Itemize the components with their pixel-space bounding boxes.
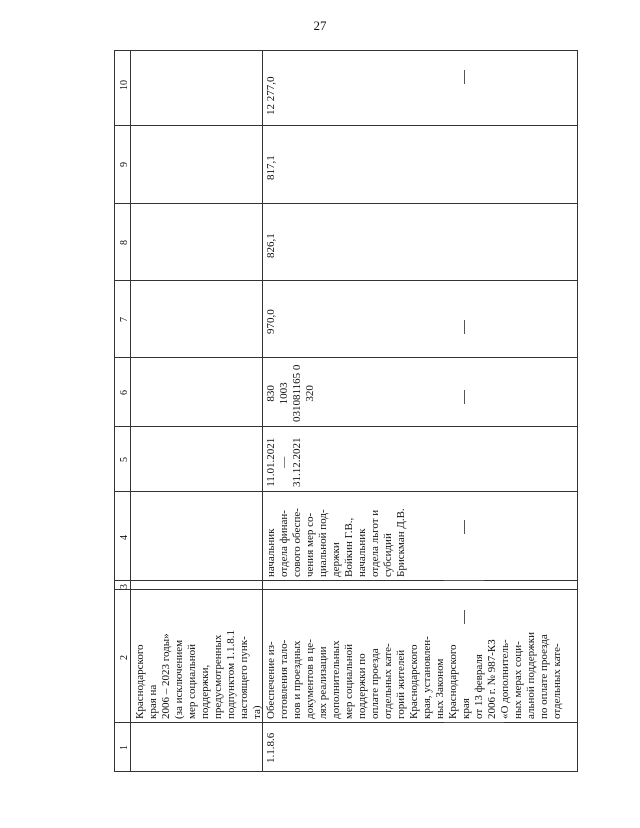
table-border-top <box>114 50 578 51</box>
column-divider <box>114 580 578 581</box>
dash-mark <box>464 520 465 534</box>
dash-mark <box>444 580 484 581</box>
dash-mark <box>464 320 465 334</box>
column-header-2: 2 <box>119 655 130 660</box>
row-number: 1.1.8.6 <box>265 732 277 763</box>
responsible-cell: начальник отдела финан- сового обеспе- чения мер со- циальной под- держки Войкин Г.В., начальник отдела льгот и субсидий Брискман Д.В. <box>265 508 407 577</box>
measure-name-cell: Обеспечение из- готовления тало- нов и проездных документов в це- лях реализации дополнительных мер социальной поддержки по оплате проезда отдельных кате- горий жителей Краснодарского края, установлен- ных Законом Краснодарского края от 13 февраля 2006 г. № 987-КЗ «О дополнитель- ных мерах соци- альной поддержки по оплате проезда отдельных кате- <box>265 632 563 719</box>
period-cell: 11.01.2021 — 31.12.2021 <box>265 437 303 487</box>
column-header-8: 8 <box>119 240 130 245</box>
col10-value: 12 277,0 <box>265 76 277 115</box>
column-divider <box>114 357 578 358</box>
column-divider <box>114 426 578 427</box>
dash-mark <box>464 610 465 624</box>
column-divider <box>114 722 578 723</box>
column-divider <box>114 203 578 204</box>
page-number: 27 <box>313 18 327 33</box>
column-header-3: 3 <box>119 584 130 589</box>
column-header-7: 7 <box>119 317 130 322</box>
column-divider <box>114 125 578 126</box>
column-divider <box>114 280 578 281</box>
dash-mark <box>444 722 504 723</box>
dash-mark <box>464 70 465 84</box>
col7-value: 970,0 <box>265 309 277 334</box>
column-header-4: 4 <box>119 535 130 540</box>
column-header-6: 6 <box>119 390 130 395</box>
table-border-left <box>114 50 115 772</box>
column-header-5: 5 <box>119 457 130 462</box>
column-header-10: 10 <box>119 80 130 90</box>
budget-table <box>114 50 578 772</box>
continuation-cell: Краснодарского края на 2006 – 2023 годы» (за исключением мер социальной поддержки, предусмотренных подпунктом 1.1.8.1 настоящего пунк- та) <box>134 629 263 719</box>
col8-value: 826,1 <box>265 233 277 258</box>
table-border-bottom <box>114 771 578 772</box>
dash-mark <box>464 390 465 404</box>
column-header-1: 1 <box>119 745 130 750</box>
header-row-divider <box>130 50 131 772</box>
budget-code-cell: 830 1003 031081165 0 320 <box>265 364 316 422</box>
column-divider <box>114 589 578 590</box>
table-border-right <box>577 50 578 772</box>
column-header-9: 9 <box>119 162 130 167</box>
col9-value: 817,1 <box>265 155 277 180</box>
column-divider <box>114 491 578 492</box>
